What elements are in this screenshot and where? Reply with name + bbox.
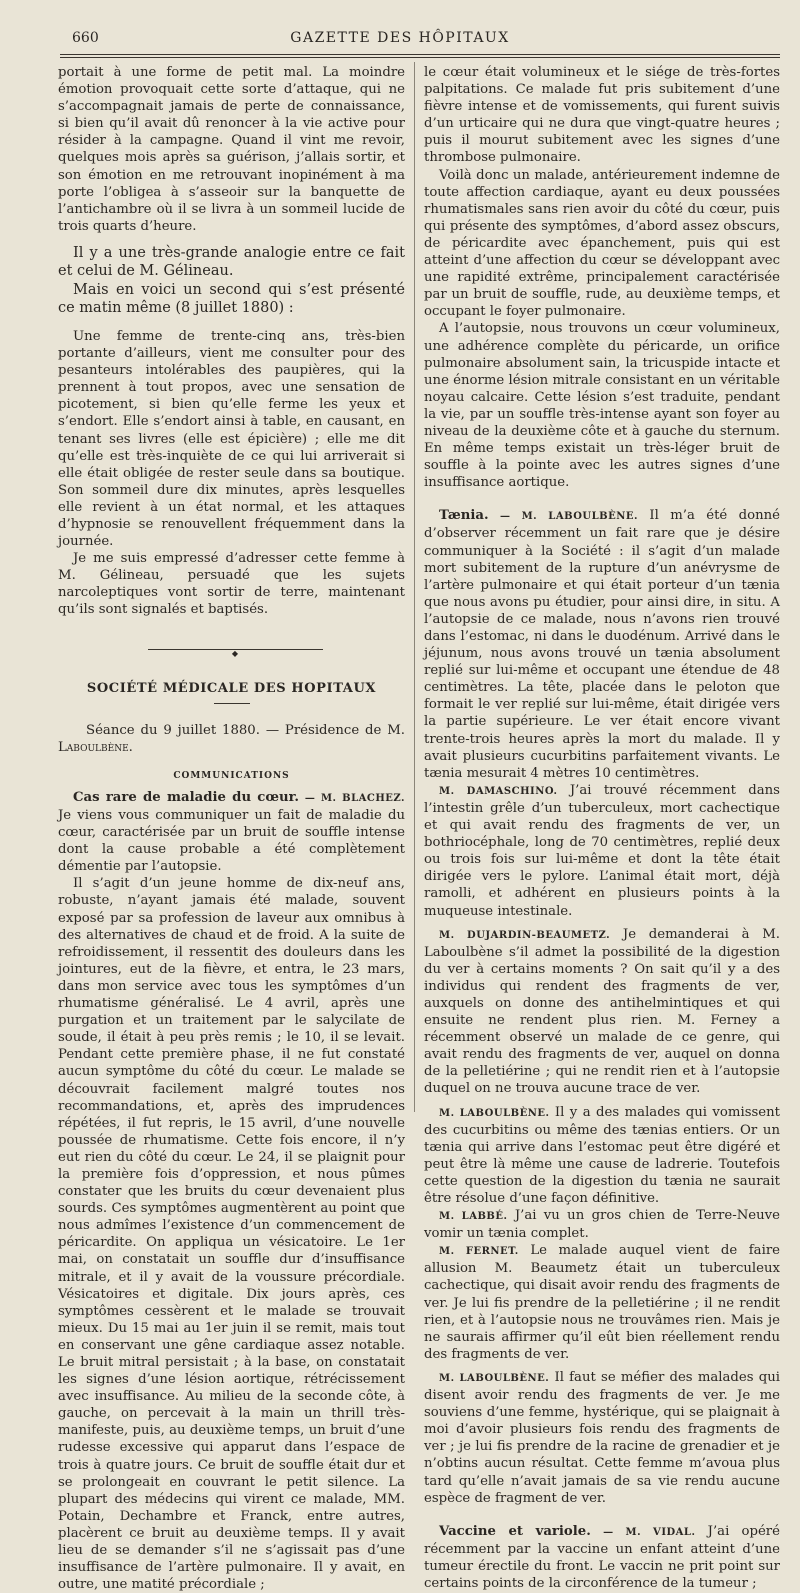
paragraph-patient-history: Il s’agit d’un jeune homme de dix-neuf ans, robuste, n’ayant jamais été malade, souvent exposé par sa profession de laveur aux omnibus à des alternatives de chaud et de froid. A la suite de refroidissement, il ressentit des douleurs dans les jointures, eut de la fièvre, et entra, le 23 mars, dans mon service avec tous les symptômes d’un rhumatisme généralisé. Le 4 avril, après une purgation et un traitement par le salycilate de soude, il était à peu près remis ; le 10, il se levait. Pendant cette première phase, il ne fut constaté aucun symptôme du côté du cœur. Le malade se découvrait facilement malgré toutes nos recommandations, et, après des imprudences répétées, il fut repris, le 15 avril, d’une nouvelle poussée de rhumatisme. Cette fois encore, il n’y eut rien du côté du cœur. Le 24, il se plaignit pour la première fois d’oppression, et nous pûmes constater que les bruits du cœur devenaient plus sourds. Ces symptômes augmentèrent au point que nous admîmes l’existence d’un commencement de péricardite. On appliqua un vésicatoire. Le 1er mai, on constatait un souffle dur d’insuffisance mitrale, et il y avait de la voussure précordiale. Vésicatoires et digitale. Dix jours après, ces symptômes cessèrent et le malade se trouvait mieux. Du 15 mai au 1er juin il se remit, mais tout en conservant une gêne cardiaque assez notable. Le bruit mitral persistait ; à la base, on constatait les signes d’une lésion aortique, rétrécissement avec insuffisance. Au milieu de la seconde côte, à gauche, on percevait à la main un thrill très-manifeste, puis, au deuxième temps, un bruit d’une rudesse excessive qui apparut dans l’espace de trois à quatre jours. Ce bruit de souffle était dur et se prolongeait en couvrant le petit silence. La plupart des médecins qui virent ce malade, MM. Potain, Dechambre et Franck, entre autres, placèrent ce bruit au deuxième temps. Il y avait lieu de se demander s’il ne s’agissait pas d’une insuffisance de l’artère pulmonaire. Il y avait, en outre, une matité précordiale ; (58, 876, 405, 1593)
section-ornament (58, 645, 405, 658)
communication-vaccine (424, 1523, 780, 1592)
communication-text: Il m’a été donné d’observer récemment un fait rare que je désire communiquer à la Société : il s’agit d’un malade mort subitement de la rupture d’un anévrysme de l’artère pulmonaire et qui était porteur d’un tænia que nous avons pu étudier, pour ainsi dire, in situ. A l’autopsie de ce malade, nous n’avons rien trouvé dans l’estomac, ni dans le duodénum. Arrivé dans le jéjunum, nous avons trouvé un tænia absolument replié sur lui-même et occupant une étendue de 48 centimètres. La tête, placée dans le peloton que formait le ver replié sur lui-même, était dirigée vers la partie supérieure. Le ver était encore vivant trente-trois heures après la mort du malade. Il y avait plusieurs cucurbitins parfaitement vivants. Le tænia mesurait 4 mètres 10 centimètres. (424, 508, 780, 781)
speaker-name: M. FERNET. (439, 1246, 519, 1258)
remark-text: Il faut se méfier des malades qui disent avoir rendu des fragments de ver. Je me souviens d’une femme, hystérique, qui se plaignait à moi d’avoir plusieurs fois rendu des fragments de ver ; je lui fis prendre de la racine de grenadier et je n’obtins aucun résultat. Cette femme m’avoua plus tard qu’elle n’avait jamais de sa vie rendu aucune espèce de fragment de ver. (424, 1369, 780, 1506)
speaker-name: — M. VIDAL. (603, 1526, 696, 1538)
section-title: SOCIÉTÉ MÉDICALE DES HOPITAUX (86, 680, 377, 696)
remark-fernet (424, 1242, 780, 1363)
remark-laboulbene-2 (424, 1369, 780, 1507)
paragraph-autopsy: A l’autopsie, nous trouvons un cœur volumineux, une adhérence complète du péricarde, un orifice pulmonaire absolument sain, la tricuspide intacte et une énorme lésion mitrale consistant en un véritable noyau calcaire. Cette lésion s’est traduite, pendant la vie, par un souffle très-intense ayant son foyer au niveau de la deuxième côte et à gauche du sternum. En même temps existait un très-léger bruit de souffle à la pointe avec les autres signes d’une insuffisance aortique. (424, 321, 780, 491)
paragraph-second-case: Mais en voici un second qui s’est présenté ce matin même (8 juillet 1880) : (58, 281, 405, 317)
remark-text: Je demanderai à M. Laboulbène s’il admet la possibilité de la digestion du ver à certains moments ? On sait qu’il y a des individus qui rendent des fragments de ver, auxquels on donne des antihelmintiques et qui ensuite ne rendent plus rien. M. Ferney a récemment observé un malade de ce genre, qui avait rendu des fragments de ver, auquel on donna de la pelletiérine ; qui ne rendit rien et à l’autopsie duquel on ne trouva aucune trace de ver. (424, 926, 780, 1097)
speaker-name: — M. LABOULBÈNE. (499, 511, 639, 523)
paragraph-heart-continued: le cœur était volumineux et le siége de très-fortes palpitations. Ce malade fut pris subitement d’une fièvre intense et de vomissements, qui furent suivis d’un urticaire qui ne dura que vingt-quatre heures ; puis il mourut subitement avec les signes d’une thrombose pulmonaire. (424, 65, 780, 166)
journal-title: GAZETTE DES HÔPITAUX (290, 30, 510, 46)
paragraph-epilepsy-case-end: portait à une forme de petit mal. La moindre émotion provoquait cette sorte d’attaque, qui ne s’accompagnait jamais de perte de connaissance, si bien qu’il avait dû renoncer à la vie active pour résider à la campagne. Quand il vint me revoir, quelques mois après sa guérison, j’allais sortir, et son émotion en me retrouvant inopinément à ma porte l’obligea à s’asseoir sur la banquette de l’antichambre où il se livra à un sommeil lucide de trois quarts d’heure. (58, 65, 405, 234)
speaker-name: M. LABOULBÈNE. (439, 1107, 550, 1119)
communication-taenia (424, 507, 780, 782)
communication-title: Tænia. (439, 508, 489, 524)
paragraph-summary: Voilà donc un malade, antérieurement indemne de toute affection cardiaque, ayant eu deux poussées rhumatismales sans rien avoir du côté du cœur, puis qui présente des symptômes, d’abord assez obscurs, de péricardite avec épanchement, puis qui est atteint d’une affection du cœur se développant avec une rapidité extrême, principalement caractérisée par un bruit de souffle, rude, au deuxième temps, et occupant le foyer pulmonaire. (424, 167, 780, 320)
remark-text: Il y a des malades qui vomissent des cucurbitins ou même des tænias entiers. Or un tænia qui arrive dans l’estomac peut être digéré et peut être là même une cause de ladrerie. Toutefois cette question de la digestion du tænia ne saurait être résolue d’une façon définitive. (424, 1104, 780, 1206)
speaker-name: M. DUJARDIN-BEAUMETZ. (439, 929, 611, 941)
page-header (0, 30, 800, 50)
communication-text: J’ai opéré récemment par la vaccine un enfant atteint d’une tumeur érectile du front. Le vaccin ne prit point sur certains points de la circonférence de la tumeur ; (424, 1523, 780, 1591)
remark-laboulbene (424, 1104, 780, 1208)
speaker-name: M. LABOULBÈNE. (439, 1372, 550, 1384)
session-end: . (128, 739, 133, 755)
communication-text: Je viens vous communiquer un fait de maladie du cœur, caractérisée par un bruit de souffle intense dont la cause probable a été complètement démentie par l’autopsie. (58, 808, 405, 875)
header-rule-bottom (60, 57, 780, 58)
right-column (424, 64, 780, 1592)
left-column (58, 64, 405, 1593)
communication-title: Vaccine et variole. (439, 1523, 591, 1539)
page-number: 660 (72, 30, 99, 46)
speaker-name: M. LABBÉ. (439, 1211, 508, 1223)
communication-title: Cas rare de maladie du cœur. (73, 789, 300, 805)
session-line (58, 722, 405, 756)
remark-text: Le malade auquel vient de faire allusion M. Beaumetz était un tuberculeux cachectique, qui disait avoir rendu des fragments de ver. Je lui fis prendre de la pelletiérine ; il ne rendit rien, et à l’autopsie nous ne trouvâmes rien. Mais je ne saurais affirmer qu’il eût bien réellement rendu des fragments de ver. (424, 1243, 780, 1362)
speaker-name: M. DAMASCHINO. (439, 785, 558, 797)
remark-text: J’ai vu un gros chien de Terre-Neuve vomir un tænia complet. (424, 1208, 780, 1242)
paragraph-woman-case: Une femme de trente-cinq ans, très-bien portante d’ailleurs, vient me consulter pour des pesanteurs intolérables des paupières, qui la prennent à tout propos, avec une sensation de picotement, si bien qu’elle ferme les yeux et s’endort. Elle s’endort ainsi à table, en causant, en tenant ses livres (elle est épicière) ; elle me dit qu’elle est très-inquiète de ce qui lui arriverait si elle était obligée de rester seule dans sa boutique. Son sommeil dure dix minutes, après lesquelles elle revient à un état normal, et les attaques d’hypnosie se renouvellent fréquemment dans la journée. (58, 328, 405, 550)
remark-damaschino (424, 782, 780, 920)
communication-heart-case (58, 789, 405, 875)
communications-heading: COMMUNICATIONS (173, 770, 290, 781)
president-name: Laboulbène (58, 739, 129, 755)
speaker-name: — M. BLACHEZ. (304, 792, 406, 804)
session-text: Séance du 9 juillet 1880. — Présidence de M. (86, 722, 405, 738)
section-title-rule (214, 703, 250, 704)
remark-labbe (424, 1207, 780, 1242)
paragraph-narcoleptics: Je me suis empressé d’adresser cette femme à M. Gélineau, persuadé que les sujets narcoleptiques vont sortir de terre, maintenant qu’ils sont signalés et baptisés. (58, 551, 405, 618)
paragraph-analogy: Il y a une très-grande analogie entre ce fait et celui de M. Gélineau. (58, 244, 405, 280)
remark-dujardin-beaumetz (424, 926, 780, 1098)
remark-text: J’ai trouvé récemment dans l’intestin grêle d’un tuberculeux, mort cachectique et qui avait rendu des fragments de ver, un bothriocéphale, long de 70 centimètres, replié deux ou trois fois sur lui-même et dont la tête était dirigée vers le pylore. L’animal était mort, déjà ramolli, et adhérent en plusieurs points à la muqueuse intestinale. (424, 782, 780, 919)
ornament-diamond: ◆ (231, 648, 239, 658)
column-separator (414, 62, 415, 1112)
header-rule-top (60, 54, 780, 55)
